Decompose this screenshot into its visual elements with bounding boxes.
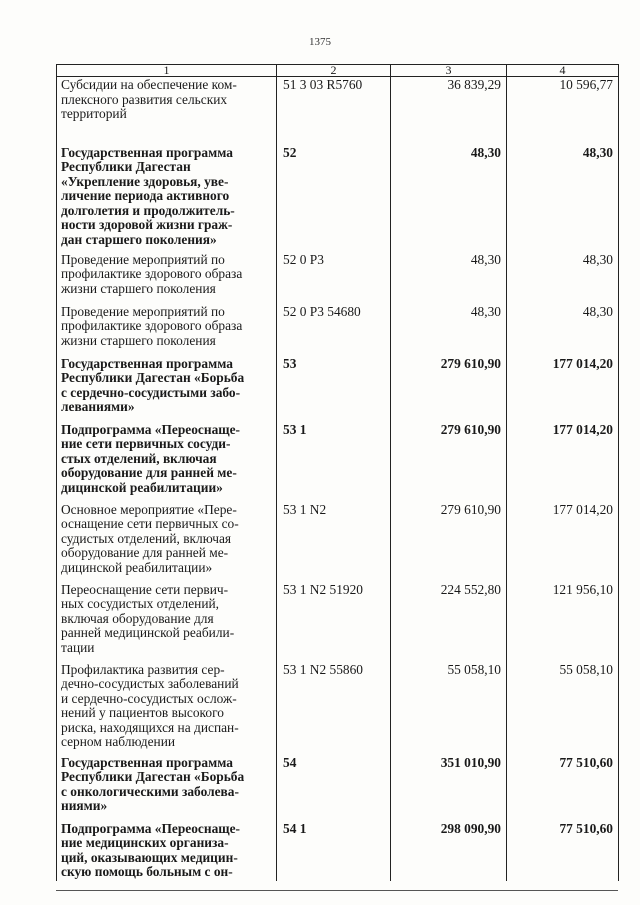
page-number: 1375 — [309, 36, 331, 48]
column-header-2: 2 — [277, 65, 391, 77]
row-name-cell: Государственная программа Республики Дагестан «Борьба с сердечно-сосудистыми забо- леваниями» — [57, 354, 277, 420]
row-code-cell: 53 1 N2 — [277, 500, 391, 580]
row-name-cell: Основное мероприятие «Пере- оснащение сети первичных со- судистых отделений, включая оборудование для ранней ме- дицинской реабилитации» — [57, 500, 277, 580]
bottom-rule — [56, 890, 618, 891]
row-name-cell: Государственная программа Республики Дагестан «Укрепление здоровья, уве- личение периода активного долголетия и продолжитель- ности здоровой жизни граж- дан старшего поколения» — [57, 143, 277, 250]
row-value-col4-cell: 77 510,60 — [507, 819, 619, 881]
row-value-col4-cell: 48,30 — [507, 302, 619, 354]
table-row — [57, 250, 619, 302]
table-header — [57, 65, 619, 77]
row-value-col4-cell: 121 956,10 — [507, 580, 619, 660]
row-code-cell: 53 1 — [277, 420, 391, 500]
table-row — [57, 819, 619, 881]
table-body — [57, 77, 619, 881]
row-value-col4-cell: 177 014,20 — [507, 420, 619, 500]
row-name-cell: Субсидии на обеспечение ком- плексного развития сельских территорий — [57, 77, 277, 143]
row-value-col4-cell: 10 596,77 — [507, 77, 619, 143]
table-row — [57, 420, 619, 500]
row-value-col3-cell: 279 610,90 — [391, 354, 507, 420]
row-code-cell: 52 0 P3 54680 — [277, 302, 391, 354]
table-row — [57, 753, 619, 819]
row-value-col4-cell: 77 510,60 — [507, 753, 619, 819]
row-code-cell: 52 0 P3 — [277, 250, 391, 302]
table-row — [57, 77, 619, 143]
table-row — [57, 302, 619, 354]
row-value-col4-cell: 177 014,20 — [507, 500, 619, 580]
row-name-cell: Подпрограмма «Переоснаще- ние медицинских организа- ций, оказывающих медицин- скую помощь больным с он- — [57, 819, 277, 881]
row-value-col4-cell: 177 014,20 — [507, 354, 619, 420]
row-name-cell: Профилактика развития сер- дечно-сосудистых заболеваний и сердечно-сосудистых ослож- нений у пациентов высокого риска, находящихся на диспан- серном наблюдении — [57, 660, 277, 753]
row-name-cell: Проведение мероприятий по профилактике здорового образа жизни старшего поколения — [57, 250, 277, 302]
table-row — [57, 143, 619, 250]
table-row — [57, 580, 619, 660]
row-code-cell: 51 3 03 R5760 — [277, 77, 391, 143]
row-value-col3-cell: 36 839,29 — [391, 77, 507, 143]
column-header-3: 3 — [391, 65, 507, 77]
row-value-col4-cell: 55 058,10 — [507, 660, 619, 753]
row-value-col4-cell: 48,30 — [507, 143, 619, 250]
row-value-col3-cell: 48,30 — [391, 302, 507, 354]
row-value-col3-cell: 224 552,80 — [391, 580, 507, 660]
row-value-col3-cell: 55 058,10 — [391, 660, 507, 753]
row-value-col3-cell: 48,30 — [391, 143, 507, 250]
column-header-4: 4 — [507, 65, 619, 77]
row-code-cell: 53 — [277, 354, 391, 420]
table-row — [57, 660, 619, 753]
row-name-cell: Подпрограмма «Переоснаще- ние сети первичных сосуди- стых отделений, включая оборудование для ранней ме- дицинской реабилитации» — [57, 420, 277, 500]
row-code-cell: 54 — [277, 753, 391, 819]
row-name-cell: Переоснащение сети первич- ных сосудистых отделений, включая оборудование для ранней медицинской реабили- тации — [57, 580, 277, 660]
budget-table — [56, 64, 619, 881]
row-code-cell: 54 1 — [277, 819, 391, 881]
row-value-col3-cell: 351 010,90 — [391, 753, 507, 819]
row-value-col3-cell: 279 610,90 — [391, 500, 507, 580]
row-name-cell: Государственная программа Республики Дагестан «Борьба с онкологическими заболева- ниями» — [57, 753, 277, 819]
row-name-cell: Проведение мероприятий по профилактике здорового образа жизни старшего поколения — [57, 302, 277, 354]
table-row — [57, 500, 619, 580]
row-code-cell: 53 1 N2 51920 — [277, 580, 391, 660]
column-header-1: 1 — [57, 65, 277, 77]
table-row — [57, 354, 619, 420]
row-value-col4-cell: 48,30 — [507, 250, 619, 302]
row-code-cell: 52 — [277, 143, 391, 250]
row-code-cell: 53 1 N2 55860 — [277, 660, 391, 753]
header-row — [57, 65, 619, 77]
row-value-col3-cell: 298 090,90 — [391, 819, 507, 881]
row-value-col3-cell: 48,30 — [391, 250, 507, 302]
row-value-col3-cell: 279 610,90 — [391, 420, 507, 500]
